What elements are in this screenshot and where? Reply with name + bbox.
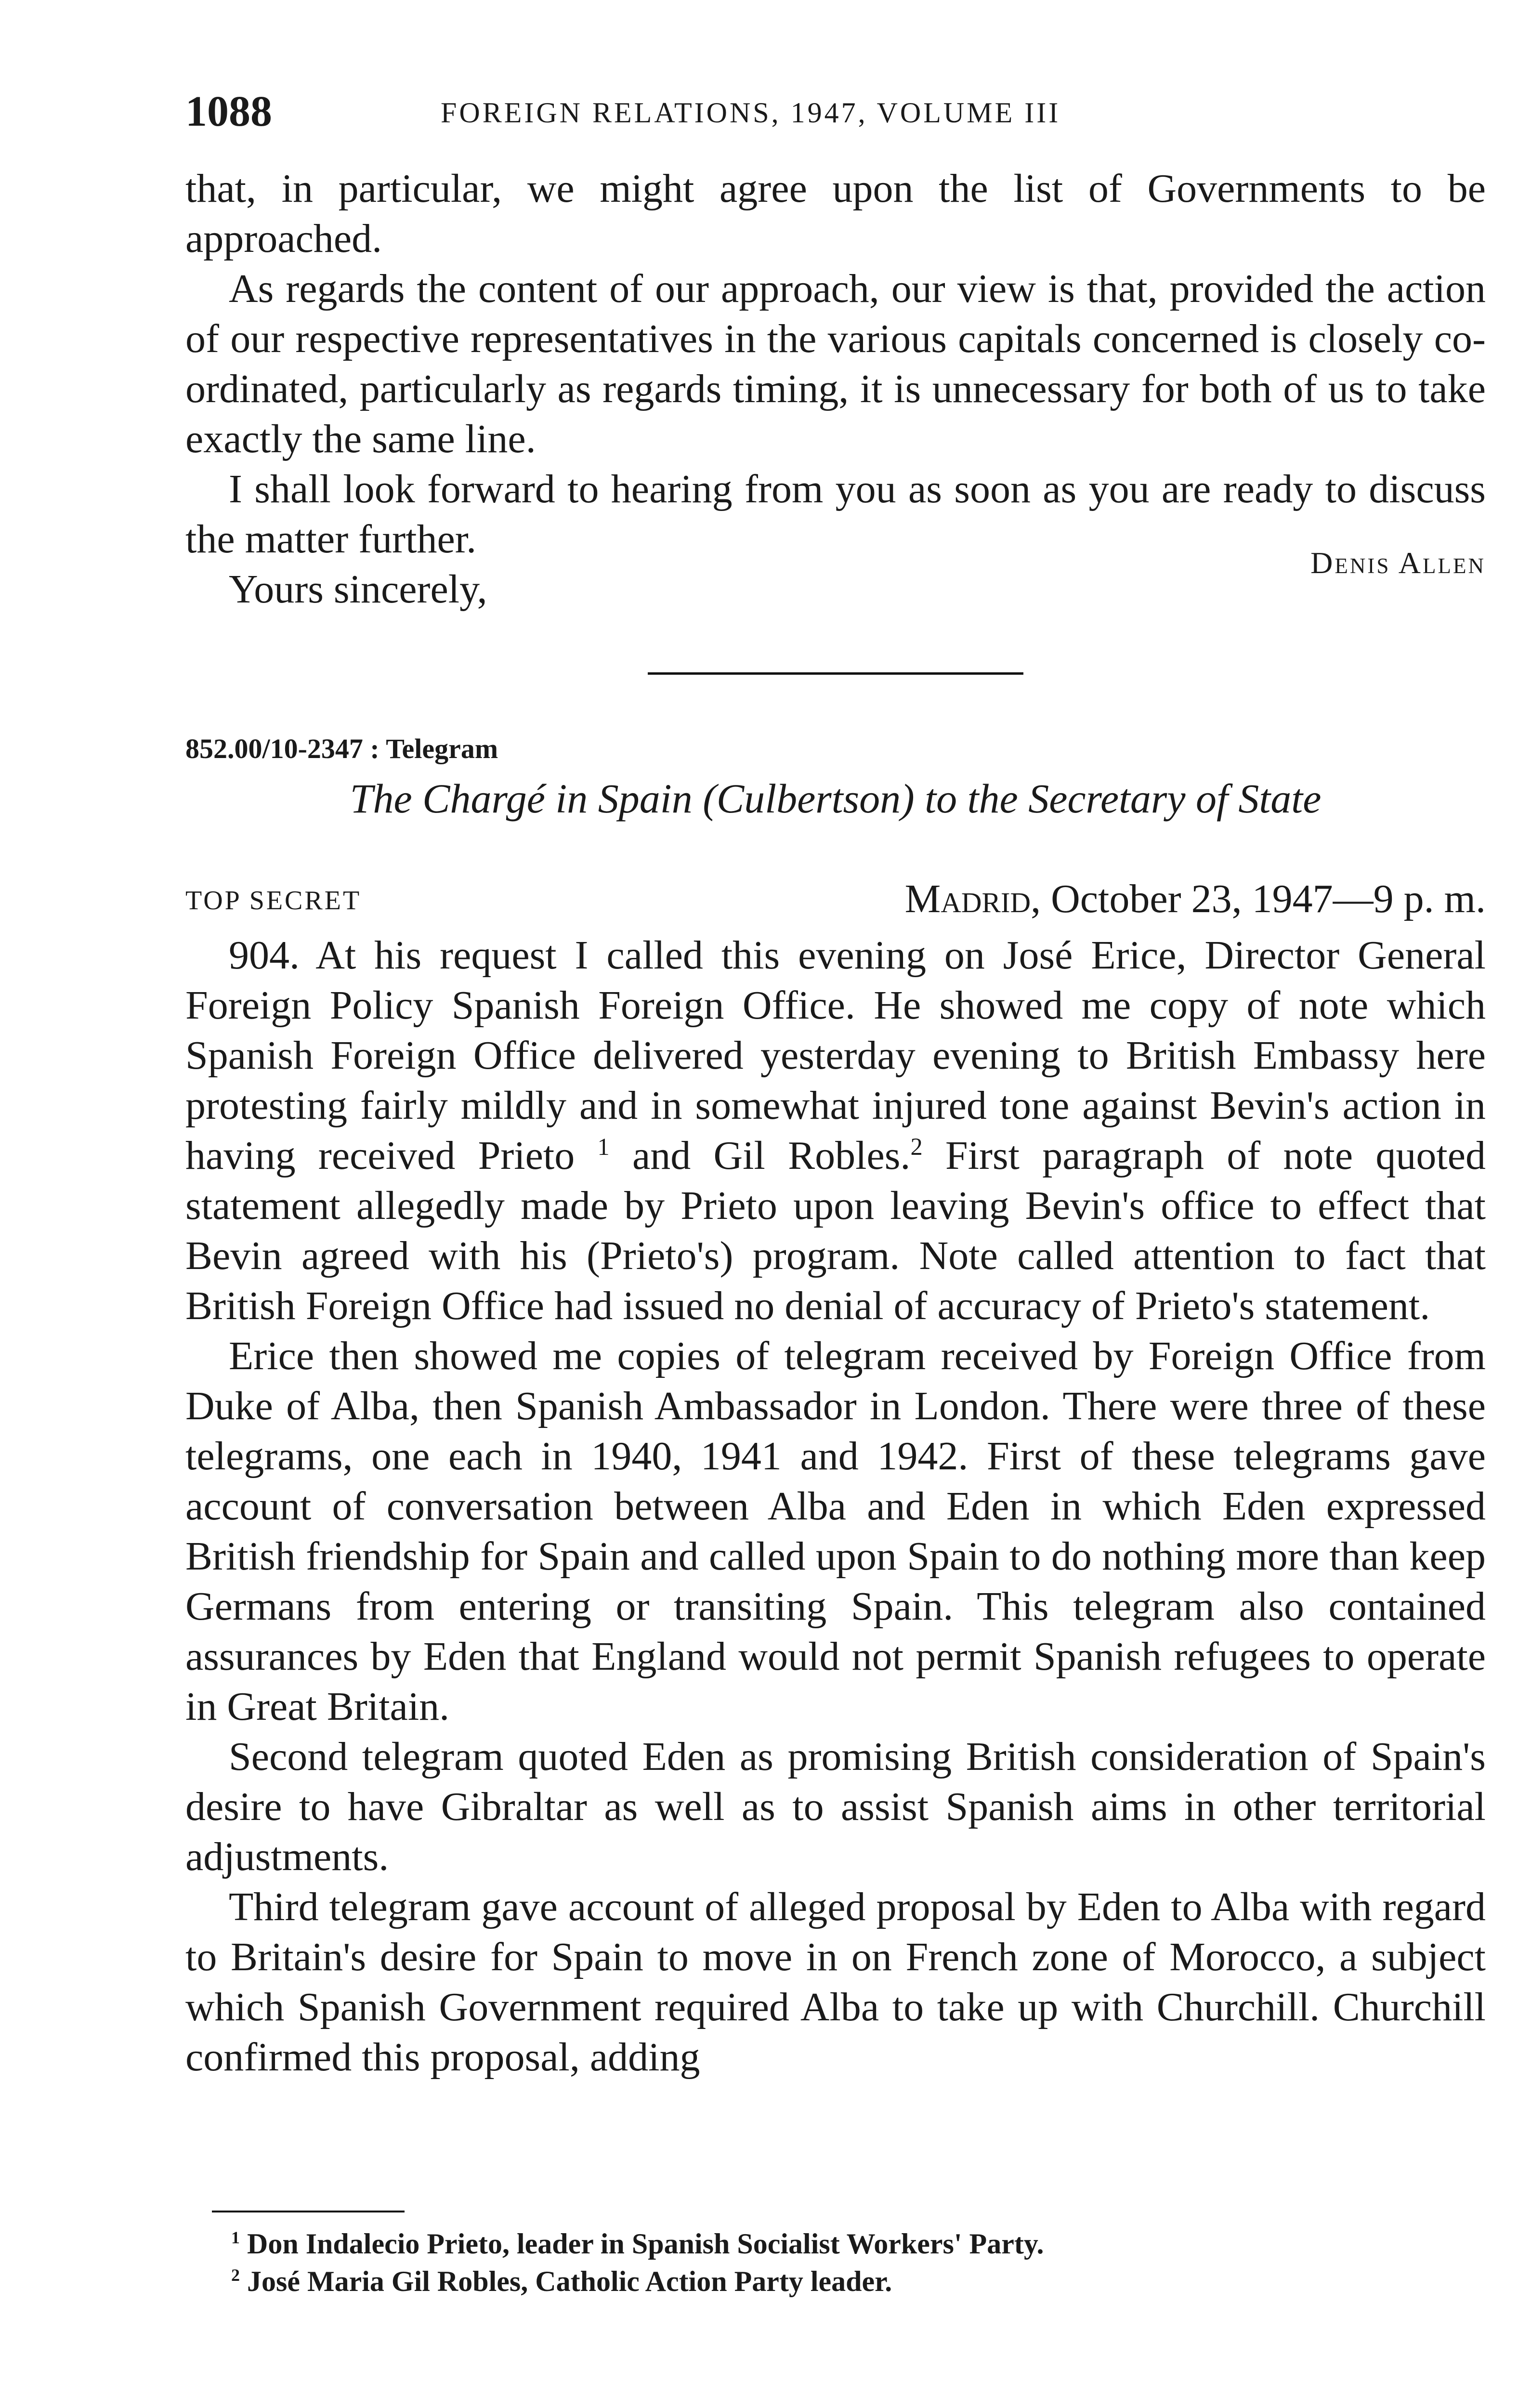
date: , October 23, 1947—9 p. m. <box>1031 877 1486 921</box>
section-divider <box>648 672 1023 675</box>
footnote-text: José Maria Gil Robles, Catholic Action Party leader. <box>240 2265 892 2297</box>
page-content <box>185 164 1486 2082</box>
dateline <box>185 876 1486 926</box>
page-header <box>185 87 1486 144</box>
footnote-text: Don Indalecio Prieto, leader in Spanish Socialist Workers' Party. <box>240 2228 1044 2260</box>
classification-label: TOP SECRET <box>185 886 362 916</box>
running-head: FOREIGN RELATIONS, 1947, VOLUME III <box>441 97 1061 129</box>
footnote-ref-1: 1 <box>597 1133 610 1160</box>
document-title: The Chargé in Spain (Culbertson) to the Secretary of State <box>350 775 1322 822</box>
page-number: 1088 <box>185 88 272 135</box>
letter-paragraph: that, in particular, we might agree upon the list of Governments to be approached. <box>185 166 1486 261</box>
telegram-paragraph: Third telegram gave account of alleged proposal by Eden to Alba with regard to Britain's desire for Spain to move in on French zone of Morocco, a subject which Spanish Government required Alba to take up with Churchill. Churchill confirmed this proposal, adding <box>185 1885 1486 2080</box>
letter-signature-block <box>185 546 1486 615</box>
telegram-paragraph <box>185 930 1486 1331</box>
footnote <box>231 2225 1387 2263</box>
telegram-text: First paragraph of note quoted statement allegedly made by Prieto upon leaving Bevin's office to effect that Bevin agreed with his (Prieto's) program. Note called attention to fact that British Foreign Office had issued no denial of accuracy of Prieto's statement. <box>185 1133 1486 1328</box>
telegram-paragraph: Second telegram quoted Eden as promising British consideration of Spain's desire to have Gibraltar as well as to assist Spanish aims in other territorial adjustments. <box>185 1734 1486 1879</box>
letter-signer: Denis Allen <box>1310 546 1486 580</box>
place-date <box>905 876 1486 922</box>
letter-paragraph: I shall look forward to hearing from you as soon as you are ready to discuss the matter further. <box>185 467 1486 562</box>
footnotes <box>231 2225 1387 2300</box>
telegram-text: 904. At his request I called this evening on José Erice, Director General Foreign Policy Spanish Foreign Office. He showed me copy of note which Spanish Foreign Office delivered yesterday evening to British Embassy here protesting fairly mildly and in somewhat injured tone against Bevin's action in having received Prieto <box>185 933 1486 1178</box>
footnote-ref-2: 2 <box>910 1133 923 1160</box>
footnote-rule <box>212 2211 405 2212</box>
letter-closing: Yours sincerely, <box>229 567 487 612</box>
file-reference: 852.00/10-2347 : Telegram <box>185 733 498 764</box>
footnote-mark: 1 <box>231 2228 240 2247</box>
footnote <box>231 2263 1387 2300</box>
telegram-paragraph: Erice then showed me copies of telegram received by Foreign Office from Duke of Alba, then Spanish Ambassador in London. There were three of these telegrams, one each in 1940, 1941 and 1942. First of these telegrams gave account of conversation between Alba and Eden in which Eden expressed British friendship for Spain and called upon Spain to do nothing more than keep Germans from entering or transiting Spain. This telegram also contained assurances by Eden that England would not permit Spanish refugees to operate in Great Britain. <box>185 1334 1486 1729</box>
letter-paragraph: As regards the content of our approach, our view is that, provided the action of our respective representatives in the various capitals concerned is closely co-ordinated, particularly as regards timing, it is unnecessary for both of us to take exactly the same line. <box>185 266 1486 461</box>
footnote-mark: 2 <box>231 2265 240 2285</box>
place: Madrid <box>904 877 1031 921</box>
telegram-text: and Gil Robles. <box>609 1133 911 1178</box>
